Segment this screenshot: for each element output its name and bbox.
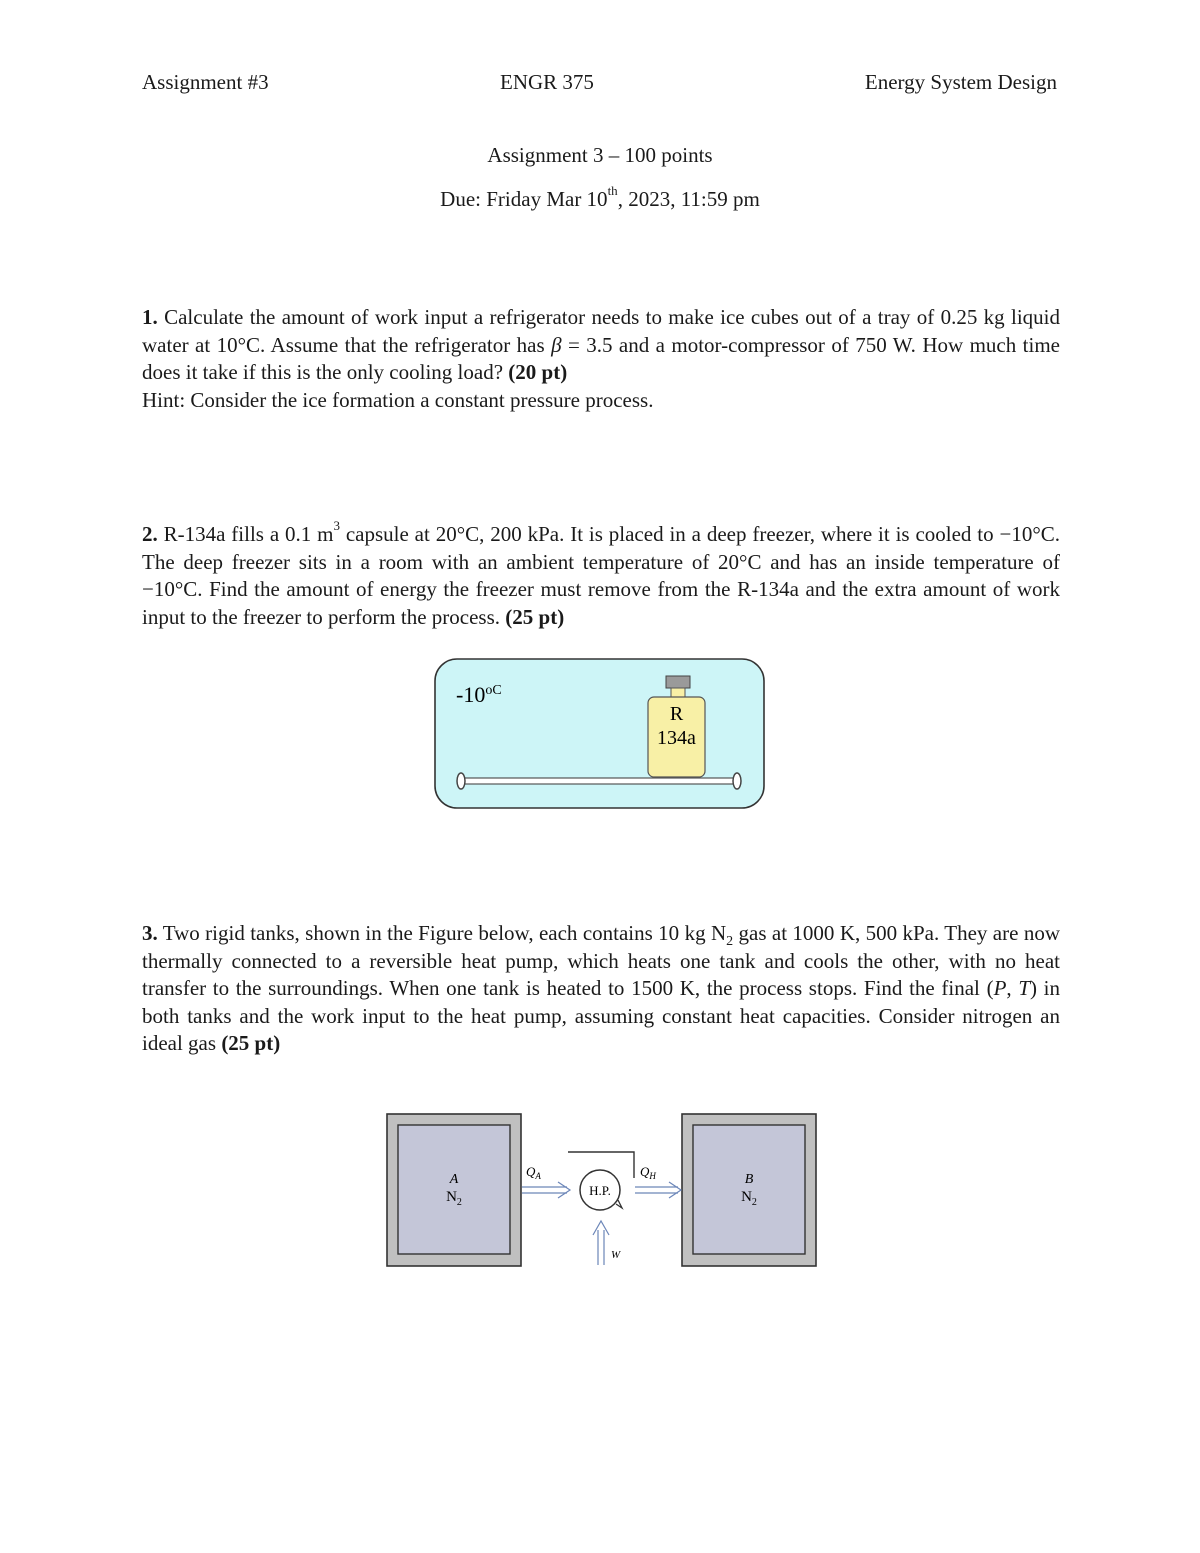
heat-pump-figure (380, 1108, 825, 1276)
w-label: W (611, 1249, 621, 1261)
qh-label: $Q_H$ (640, 1164, 656, 1181)
question-3-number: 3. (142, 921, 158, 945)
question-3-text: 3. Two rigid tanks, shown in the Figure below, each contains 10 kg $N_2$ gas at 1000 K, 500 kPa. They are now thermally connected to a reversible heat pump, which heats one tank and cools the other, with no heat transfer to the surroundings. When one tank is heated to 1500 K, the process stops. Find the final (P, T) in both tanks and the work input to the heat pump, assuming constant heat capacities. Consider nitrogen an ideal gas (25 pt) (142, 921, 1060, 1055)
capsule-label-134a: 134a (657, 727, 696, 749)
shelf-end-left (457, 773, 465, 789)
qa-label: $Q_A$ (526, 1164, 541, 1181)
question-2 (142, 518, 1060, 631)
freezer-temp-label: $-10^{oC}$ (456, 682, 502, 707)
question-1-text: 1. Calculate the amount of work input a refrigerator needs to make ice cubes out of a tray of 0.25 kg liquid water at 10°C. Assume that the refrigerator has β = 3.5 and a motor-compressor of 750 W. How much time does it take if this is the only cooling load? (20 pt) (142, 305, 1060, 384)
qh-arrow-head (669, 1182, 681, 1198)
tank-a-label: A (449, 1172, 459, 1187)
due-date: Due: Friday Mar 10th, 2023, 11:59 pm (440, 183, 760, 211)
question-1-number: 1. (142, 305, 158, 329)
question-3-points: (25 pt) (221, 1031, 281, 1055)
capsule-cap (666, 676, 690, 688)
capsule-neck (671, 688, 685, 697)
freezer-shelf (460, 778, 738, 784)
tank-b-label: B (744, 1172, 754, 1187)
question-1-points: (20 pt) (508, 360, 568, 384)
header-course-name: Energy System Design (864, 70, 1057, 94)
question-2-number: 2. (142, 522, 158, 546)
capsule-label-r: R (669, 703, 684, 725)
heat-pump-label: H.P. (589, 1183, 611, 1198)
header-assignment-label: Assignment #3 (142, 70, 269, 94)
freezer-figure (430, 654, 770, 814)
qa-arrow-head (558, 1182, 570, 1198)
shelf-end-right (733, 773, 741, 789)
tank-b-gas: $N_2$ (741, 1189, 757, 1208)
question-2-points: (25 pt) (505, 604, 565, 629)
question-1-hint: Hint: Consider the ice formation a constant pressure process. (142, 387, 654, 412)
beta-symbol: β (551, 332, 562, 357)
header-course-code: ENGR 375 (500, 70, 594, 94)
assignment-title: Assignment 3 – 100 points (487, 143, 713, 167)
w-arrow-head (593, 1221, 609, 1235)
question-1 (142, 304, 1060, 414)
question-2-text: 2. R-134a fills a 0.1 $m^3$ capsule at 20°C, 200 kPa. It is placed in a deep freezer, where it is cooled to −10°C. The deep freezer sits in a room with an ambient temperature of 20°C and has an inside temperature of −10°C. Find the amount of energy the freezer must remove from the R-134a and the extra amount of work input to the freezer to perform the process. (25 pt) (142, 518, 1060, 629)
question-3 (142, 920, 1060, 1058)
tank-a-gas: $N_2$ (446, 1189, 462, 1208)
